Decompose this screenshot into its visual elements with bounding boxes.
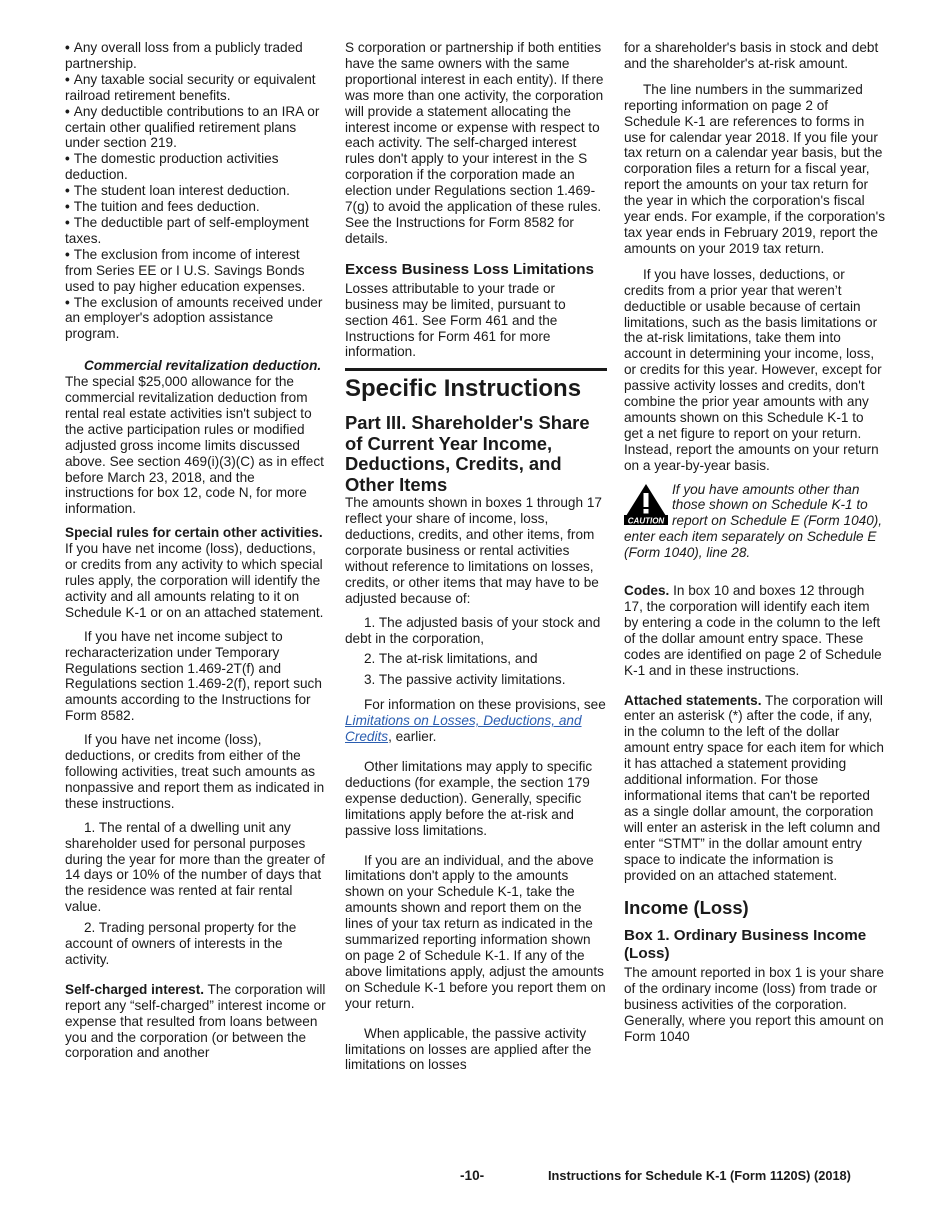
list-item: • The tuition and fees deduction. <box>65 199 260 215</box>
list-item: • Any taxable social security or equivalent railroad retirement benefits. <box>65 71 316 103</box>
part-3-heading: Part III. Shareholder's Share of Current Year Income, Deductions, Credits, and Other Items <box>345 412 590 495</box>
recharacterization-paragraph: If you have net income subject to recharacterization under Temporary Regulations section 1.469-2T(f) and Regulations section 1.469-2(f), report such amounts according to the Instructions for Form 8582. <box>65 628 322 724</box>
special-rules-paragraph: Special rules for certain other activities. If you have net income (loss), deductions, or credits from any activity to which special rules apply, the corporation will identify the activity and all amounts relating to it on Schedule K-1 or on an attached statement. <box>65 525 324 620</box>
list-item: • The student loan interest deduction. <box>65 183 290 199</box>
column-1 <box>65 40 327 1069</box>
income-loss-heading: Income (Loss) <box>624 897 749 919</box>
specific-instructions-heading: Specific Instructions <box>345 375 582 403</box>
list-item: • The deductible part of self-employment taxes. <box>65 214 309 246</box>
attached-statements-paragraph: Attached statements. The corporation will enter an asterisk (*) after the code, if any, in the column to the left of the dollar amount entry space for each item for which it has attached a statement providing additional information. For those informational items that can't be reported as a single dollar amount, the corporation will enter an asterisk in the left column and enter “STMT” in the dollar amount entry space to indicate the information is provided on an attached statement. <box>624 692 884 883</box>
limitation-item-3: 3. The passive activity limitations. <box>364 672 566 688</box>
limitations-link[interactable]: Limitations on Losses, Deductions, and Credits <box>345 713 582 745</box>
box-1-heading: Box 1. Ordinary Business Income (Loss) <box>624 927 867 963</box>
list-item: • The exclusion from income of interest from Series EE or I U.S. Savings Bonds used to pay higher education expenses. <box>65 246 306 294</box>
line-numbers-paragraph: The line numbers in the summarized reporting information on page 2 of Schedule K-1 are references to forms in use for calendar year 2018. If you file your tax return on a calendar year basis, but the corporation files a return for a fiscal year, report the amounts on your tax return for the year in which the corporation's fiscal year ends. For example, if the corporation's tax year ends in February 2019, report the amounts on your 2019 tax return. <box>624 81 886 256</box>
caution-text: If you have amounts other than those shown on Schedule K-1 to report on Schedule E (Form 1040), enter each item separately on Schedule E (Form 1040), line 28. <box>624 481 883 561</box>
footer-title: Instructions for Schedule K-1 (Form 1120S) (2018) <box>548 1168 851 1183</box>
applicable-paragraph: When applicable, the passive activity limitations on losses are applied after the limitations on losses <box>345 1025 592 1073</box>
column-2 <box>345 40 607 1081</box>
continued-paragraph: S corporation or partnership if both entities have the same owners with the same proportional interest in each entity). If there was more than one activity, the corporation will provide a statement allocating the interest income or expense with respect to each activity. The self-charged interest rules don't apply to your interest in the S corporation if the corporation made an election under Regulations section 1.469-7(g) to avoid the application of these rules. See the Instructions for Form 8582 for details. <box>345 40 604 246</box>
excess-business-loss-paragraph: Losses attributable to your trade or business may be limited, pursuant to section 461. See Form 461 and the Instructions for Form 461 for more information. <box>345 280 566 360</box>
commercial-revitalization-paragraph: Commercial revitalization deduction. The special $25,000 allowance for the commercial revitalization deduction from rental real estate activities isn't subject to the active participation rules or modified adjusted gross income limits discussed above. See section 469(i)(3)(C) as in effect before March 23, 2018, and the instructions for box 12, code N, for more information. <box>65 358 324 517</box>
bullet-list <box>65 40 327 342</box>
list-item: • The exclusion of amounts received under an employer's adoption assistance program. <box>65 294 323 342</box>
information-paragraph: For information on these provisions, see Limitations on Losses, Deductions, and Credits, earlier. <box>345 697 606 745</box>
list-item: • Any overall loss from a publicly traded partnership. <box>65 40 303 71</box>
nonpassive-paragraph: If you have net income (loss), deductions, or credits from either of the following activities, treat such amounts as nonpassive and report them as indicated in these instructions. <box>65 732 325 811</box>
amounts-paragraph: The amounts shown in boxes 1 through 17 reflect your share of income, loss, deductions, credits, and other items, from corporate business or rental activities without reference to limitations on losses, credits, or other items that may have to be adjusted because of: <box>345 495 602 606</box>
numbered-item-2: 2. Trading personal property for the account of owners of interests in the activity. <box>65 920 297 967</box>
codes-paragraph: Codes. In box 10 and boxes 12 through 17, the corporation will identify each item by entering a code in the column to the left of the dollar amount entry space. These codes are identified on page 2 of Schedule K-1 and in these instructions. <box>624 583 882 678</box>
limitation-item-1: 1. The adjusted basis of your stock and debt in the corporation, <box>345 614 601 646</box>
individual-paragraph: If you are an individual, and the above limitations don't apply to the amounts shown on your Schedule K-1, take the amounts shown and report them on the lines of your tax return as indicated in the summarized reporting information shown on page 2 of Schedule K-1. If any of the above limitations apply, adjust the amounts on Schedule K-1 before you report them on your return. <box>345 852 606 1011</box>
box-1-paragraph: The amount reported in box 1 is your share of the ordinary income (loss) from trade or business activities of the corporation. Generally, where you report this amount on Form 1040 <box>624 965 884 1045</box>
continued-paragraph: for a shareholder's basis in stock and debt and the shareholder's at-risk amount. <box>624 40 879 71</box>
column-3 <box>624 40 886 1053</box>
list-item: • The domestic production activities deduction. <box>65 151 279 183</box>
list-item: • Any deductible contributions to an IRA or certain other qualified retirement plans under section 219. <box>65 103 320 151</box>
caution-icon <box>624 482 668 526</box>
prior-year-paragraph: If you have losses, deductions, or credits from a prior year that weren’t deductible or usable because of certain limitations, such as the basis limitations or the at-risk limitations, take them into account in determining your income, loss, or credits for this year. However, except for passive activity losses and credits, don't combine the prior year amounts with any amounts shown on this Schedule K-1 to get a net figure to report on your return. Instead, report the amounts on your return on a year-by-year basis. <box>624 266 882 473</box>
caution-note <box>624 482 886 562</box>
caution-label: CAUTION <box>627 516 665 526</box>
limitation-item-2: 2. The at-risk limitations, and <box>364 651 538 667</box>
other-limitations-paragraph: Other limitations may apply to specific deductions (for example, the section 179 expense deduction). Generally, specific limitations apply before the at-risk and passive loss limitations. <box>345 759 593 838</box>
section-rule <box>345 368 607 371</box>
page-number: -10- <box>460 1168 485 1183</box>
excess-business-loss-heading: Excess Business Loss Limitations <box>345 260 594 278</box>
self-charged-interest-paragraph: Self-charged interest. The corporation will report any “self-charged” interest income or expense that resulted from loans between you and the corporation (or between the corporation and another <box>65 981 326 1061</box>
numbered-item-1: 1. The rental of a dwelling unit any shareholder used for personal purposes during the year for more than the greater of 14 days or 10% of the number of days that the residence was rented at fair rental value. <box>65 819 325 915</box>
